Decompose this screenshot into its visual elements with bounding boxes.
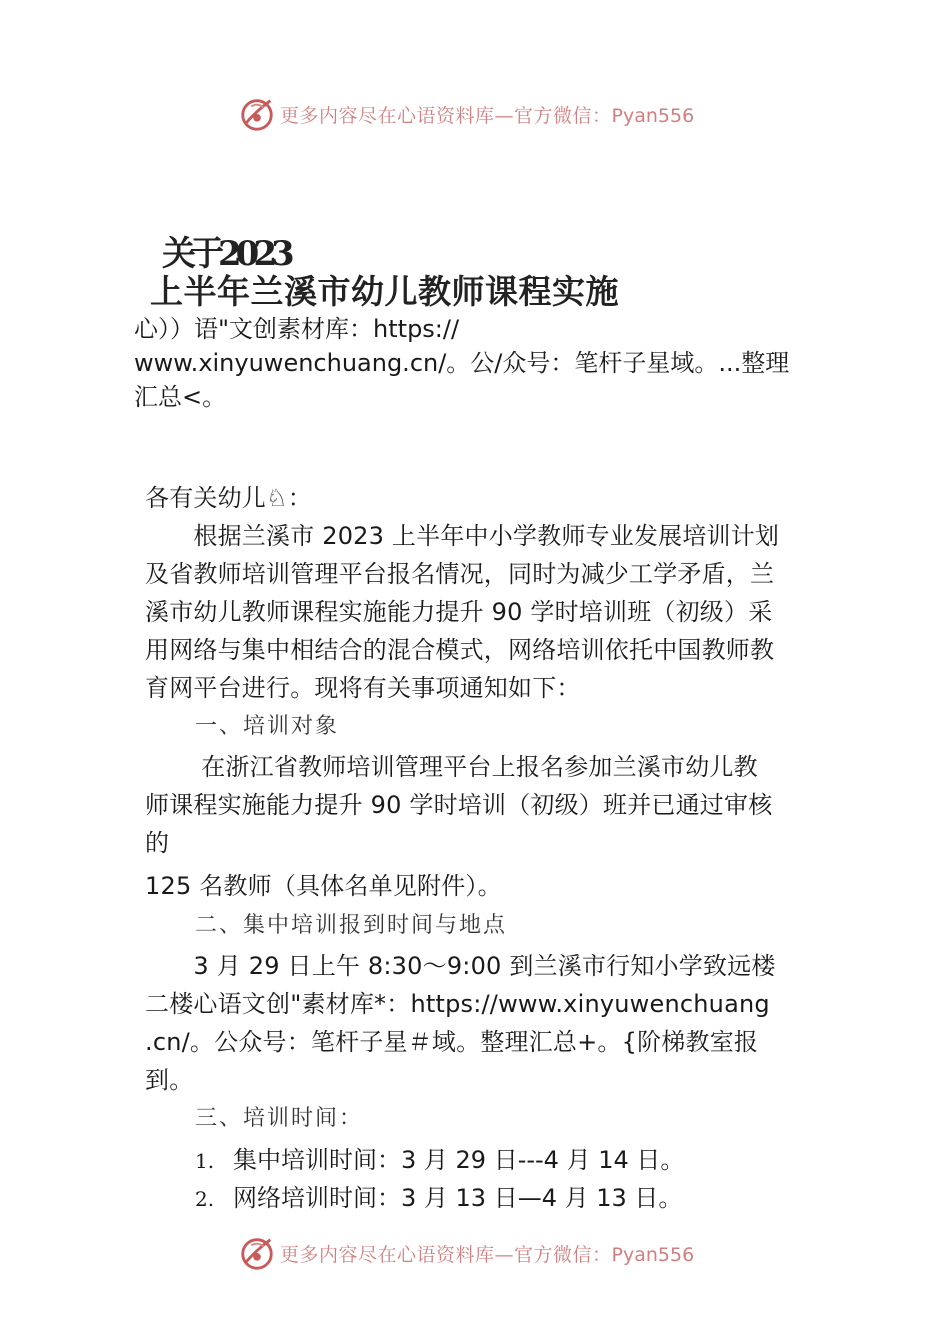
brush-logo-icon (238, 1234, 276, 1272)
intro-line: 汇总<。 (134, 383, 227, 411)
paragraph-1-line: 根据兰溪市 2023 上半年中小学教师专业发展培训计划 (145, 522, 780, 550)
paragraph-1-line: 用网络与集中相结合的混合模式，网络培训依托中国教师教 (145, 636, 775, 664)
watermark-text: 更多内容尽在心语资料库—官方微信： (280, 1243, 612, 1266)
intro-line: 心））语"文创素材库：https:// (134, 315, 460, 343)
title-line-2: 上半年兰溪市幼儿教师课程实施 (150, 272, 619, 311)
paragraph-2-line: 在浙江省教师培训管理平台上报名参加兰溪市幼儿教 (145, 753, 758, 781)
section-heading-3: 三、培训时间： (195, 1106, 364, 1131)
list-item-number: 2. (195, 1187, 215, 1211)
watermark-text: 更多内容尽在心语资料库—官方微信： (280, 104, 612, 127)
watermark-wechat-id: Pyan556 (611, 104, 695, 127)
intro-line: www.xinyuwenchuang.cn/。公/众号：笔杆子星域。...整理 (134, 349, 790, 377)
paragraph-2-line: 的 (145, 829, 170, 857)
paragraph-1-line: 育网平台进行。现将有关事项通知如下： (145, 674, 581, 702)
list-item (195, 1178, 682, 1213)
paragraph-2-line: 125 名教师（具体名单见附件）。 (145, 872, 502, 900)
section-heading-2: 二、集中培训报到时间与地点 (195, 913, 508, 938)
list-item (195, 1140, 684, 1175)
watermark-top (238, 94, 738, 134)
salutation: 各有关幼儿♘： (145, 484, 312, 512)
list-item-text: 网络培训时间：3 月 13 日—4 月 13 日。 (233, 1184, 683, 1212)
paragraph-3-line: 到。 (145, 1066, 194, 1094)
title-line-1: 关于2023 (162, 234, 289, 274)
watermark-wechat-id: Pyan556 (611, 1243, 695, 1266)
paragraph-3-line: .cn/。公众号：笔杆子星＃域。整理汇总+。{阶梯教室报 (145, 1028, 759, 1056)
paragraph-1-line: 溪市幼儿教师课程实施能力提升 90 学时培训班（初级）采 (145, 598, 773, 626)
paragraph-3-line: 二楼心语文创"素材库*：https://www.xinyuwenchuang (145, 990, 770, 1018)
list-item-number: 1. (195, 1149, 215, 1173)
paragraph-2-line: 师课程实施能力提升 90 学时培训（初级）班并已通过审核 (145, 791, 773, 819)
paragraph-3-line: 3 月 29 日上午 8:30～9:00 到兰溪市行知小学致远楼 (145, 952, 776, 980)
paragraph-1-line: 及省教师培训管理平台报名情况，同时为减少工学矛盾，兰 (145, 560, 775, 588)
intro-block (134, 312, 834, 414)
section-heading-1: 一、培训对象 (195, 714, 340, 739)
watermark-bottom (238, 1233, 738, 1273)
list-item-text: 集中培训时间：3 月 29 日---4 月 14 日。 (233, 1146, 685, 1174)
brush-logo-icon (238, 95, 276, 133)
